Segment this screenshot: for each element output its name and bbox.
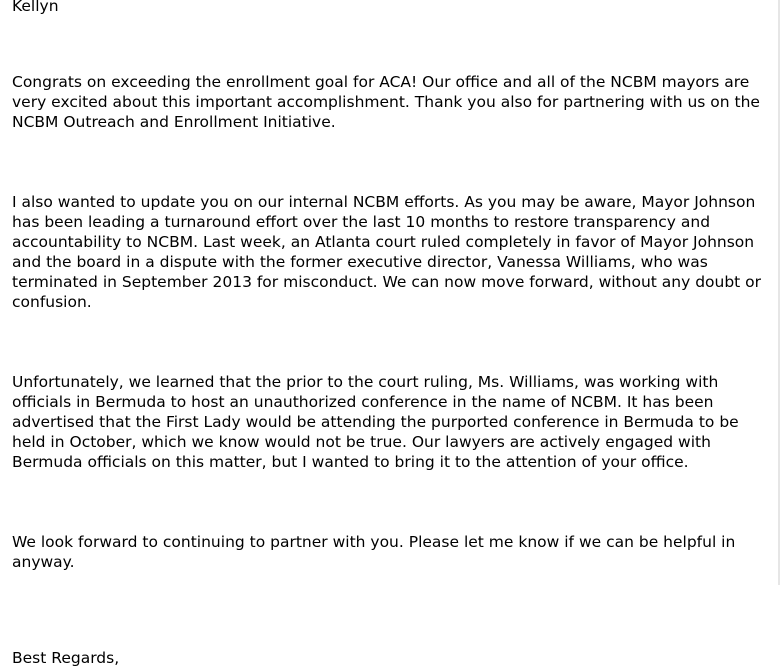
greeting: Kellyn (12, 0, 59, 15)
paragraph-congrats: Congrats on exceeding the enrollment goal for ACA! Our office and all of the NCBM mayors are very excited about this important accomplishment. Thank you also for partnering with us on the NCBM Outreach and Enrollment Initiative. (12, 73, 760, 131)
paragraph-partnership: We look forward to continuing to partner with you. Please let me know if we can be helpful in anyway. (12, 533, 736, 571)
paragraph-ncbm-update: I also wanted to update you on our internal NCBM efforts. As you may be aware, Mayor Johnson has been leading a turnaround effort over the last 10 months to restore transparency and accountability to NCBM. Last week, an Atlanta court ruled completely in favor of Mayor Johnson and the board in a dispute with the former executive director, Vanessa Williams, who was terminated in September 2013 for misconduct. We can now move forward, without any doubt or confusion. (12, 193, 762, 311)
closing: Best Regards, (12, 649, 120, 667)
email-body (12, 0, 762, 668)
paragraph-bermuda-conference: Unfortunately, we learned that the prior to the court ruling, Ms. Williams, was working with officials in Bermuda to host an unauthorized conference in the name of NCBM. It has been advertised that the First Lady would be attending the purported conference in Bermuda to be held in October, which we know would not be true. Our lawyers are actively engaged with Bermuda officials on this matter, but I wanted to bring it to the attention of your office. (12, 373, 739, 471)
